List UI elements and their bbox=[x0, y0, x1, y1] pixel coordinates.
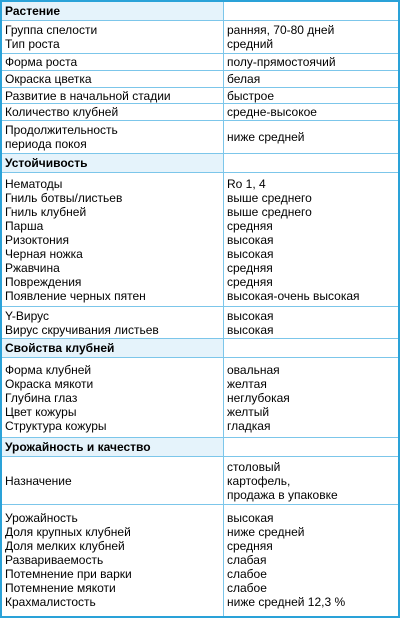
table-row bbox=[1, 87, 399, 104]
row-value: белая bbox=[224, 70, 400, 87]
value-line: слабая bbox=[227, 553, 267, 568]
section-header-tuber bbox=[1, 339, 399, 358]
label-line: периода покоя bbox=[5, 137, 87, 152]
value-line: высокая bbox=[227, 511, 274, 526]
value-line: средняя bbox=[227, 260, 273, 275]
label-line: Тип роста bbox=[5, 36, 60, 51]
section-empty-cell bbox=[224, 1, 400, 21]
row-value: быстрое bbox=[224, 87, 400, 104]
row-label bbox=[1, 21, 224, 54]
value-line: выше среднего bbox=[227, 204, 312, 219]
row-label bbox=[1, 121, 224, 154]
value-line: Ro 1, 4 bbox=[227, 176, 266, 191]
table-row-group bbox=[1, 504, 399, 617]
section-title: Свойства клубней bbox=[1, 339, 224, 358]
row-value: ниже средней bbox=[224, 121, 400, 154]
label-line: Вирус скручивания листьев bbox=[5, 322, 159, 337]
value-line: овальная bbox=[227, 362, 280, 377]
value-line: слабое bbox=[227, 567, 267, 582]
section-header-yield bbox=[1, 438, 399, 457]
value-line: высокая bbox=[227, 246, 274, 261]
label-line: Доля крупных клубней bbox=[5, 525, 131, 540]
value-line: средняя bbox=[227, 539, 273, 554]
value-line: ниже средней bbox=[227, 525, 305, 540]
section-empty-cell bbox=[224, 339, 400, 358]
table-row bbox=[1, 104, 399, 121]
label-line: Форма клубней bbox=[5, 362, 92, 377]
table-row bbox=[1, 457, 399, 505]
row-labels bbox=[1, 504, 224, 617]
section-title: Устойчивость bbox=[1, 154, 224, 173]
table-row bbox=[1, 70, 399, 87]
label-line: Глубина глаз bbox=[5, 390, 78, 405]
table-row bbox=[1, 121, 399, 154]
label-line: Потемнение мякоти bbox=[5, 581, 116, 596]
row-label: Форма роста bbox=[1, 53, 224, 70]
label-line: Развариваемость bbox=[5, 553, 104, 568]
row-value bbox=[224, 21, 400, 54]
value-line: средний bbox=[227, 36, 274, 51]
value-line: ниже средней 12,3 % bbox=[227, 595, 346, 610]
value-line: желтая bbox=[227, 376, 267, 391]
section-empty-cell bbox=[224, 154, 400, 173]
value-line: гладкая bbox=[227, 418, 271, 433]
row-values bbox=[224, 358, 400, 438]
row-label: Развитие в начальной стадии bbox=[1, 87, 224, 104]
label-line: Крахмалистость bbox=[5, 595, 96, 610]
label-line: Урожайность bbox=[5, 511, 78, 526]
row-values bbox=[224, 504, 400, 617]
label-line: Ржавчина bbox=[5, 260, 60, 275]
value-line: неглубокая bbox=[227, 390, 290, 405]
label-line: Повреждения bbox=[5, 274, 82, 289]
table-row-group bbox=[1, 358, 399, 438]
table-row bbox=[1, 53, 399, 70]
label-line: Цвет кожуры bbox=[5, 404, 77, 419]
row-values bbox=[224, 173, 400, 307]
label-line: Нематоды bbox=[5, 176, 63, 191]
row-label: Количество клубней bbox=[1, 104, 224, 121]
row-label: Окраска цветка bbox=[1, 70, 224, 87]
value-line: средняя bbox=[227, 218, 273, 233]
row-value: средне-высокое bbox=[224, 104, 400, 121]
section-empty-cell bbox=[224, 438, 400, 457]
label-line: Гниль ботвы/листьев bbox=[5, 190, 123, 205]
table-row-group bbox=[1, 307, 399, 339]
label-line: Черная ножка bbox=[5, 246, 83, 261]
label-line: Доля мелких клубней bbox=[5, 539, 125, 554]
label-line: Окраска мякоти bbox=[5, 376, 94, 391]
row-values bbox=[224, 307, 400, 339]
value-line: высокая bbox=[227, 308, 274, 323]
value-line: продажа в упаковке bbox=[227, 487, 338, 502]
value-line: картофель, bbox=[227, 473, 291, 488]
section-header-resistance bbox=[1, 154, 399, 173]
section-title: Растение bbox=[1, 1, 224, 21]
value-line: слабое bbox=[227, 581, 267, 596]
value-line: высокая bbox=[227, 232, 274, 247]
section-header-plant bbox=[1, 1, 399, 21]
label-line: Группа спелости bbox=[5, 22, 98, 37]
section-title: Урожайность и качество bbox=[1, 438, 224, 457]
label-line: Структура кожуры bbox=[5, 418, 107, 433]
label-line: Парша bbox=[5, 218, 44, 233]
row-labels bbox=[1, 173, 224, 307]
value-line: желтый bbox=[227, 404, 270, 419]
table-row bbox=[1, 21, 399, 54]
value-line: столовый bbox=[227, 459, 281, 474]
table-row-group bbox=[1, 173, 399, 307]
row-value bbox=[224, 457, 400, 505]
row-value: полу-прямостоячий bbox=[224, 53, 400, 70]
row-labels bbox=[1, 358, 224, 438]
label-line: Появление черных пятен bbox=[5, 288, 146, 303]
row-labels bbox=[1, 307, 224, 339]
value-line: высокая bbox=[227, 322, 274, 337]
label-line: Гниль клубней bbox=[5, 204, 87, 219]
label-line: Потемнение при варки bbox=[5, 567, 132, 582]
label-line: Y-Вирус bbox=[5, 308, 50, 323]
value-line: выше среднего bbox=[227, 190, 312, 205]
value-line: высокая-очень высокая bbox=[227, 288, 360, 303]
value-line: ранняя, 70-80 дней bbox=[227, 22, 335, 37]
label-line: Ризоктония bbox=[5, 232, 69, 247]
label-line: Продолжительность bbox=[5, 123, 118, 138]
value-line: средняя bbox=[227, 274, 273, 289]
row-label: Назначение bbox=[1, 457, 224, 505]
